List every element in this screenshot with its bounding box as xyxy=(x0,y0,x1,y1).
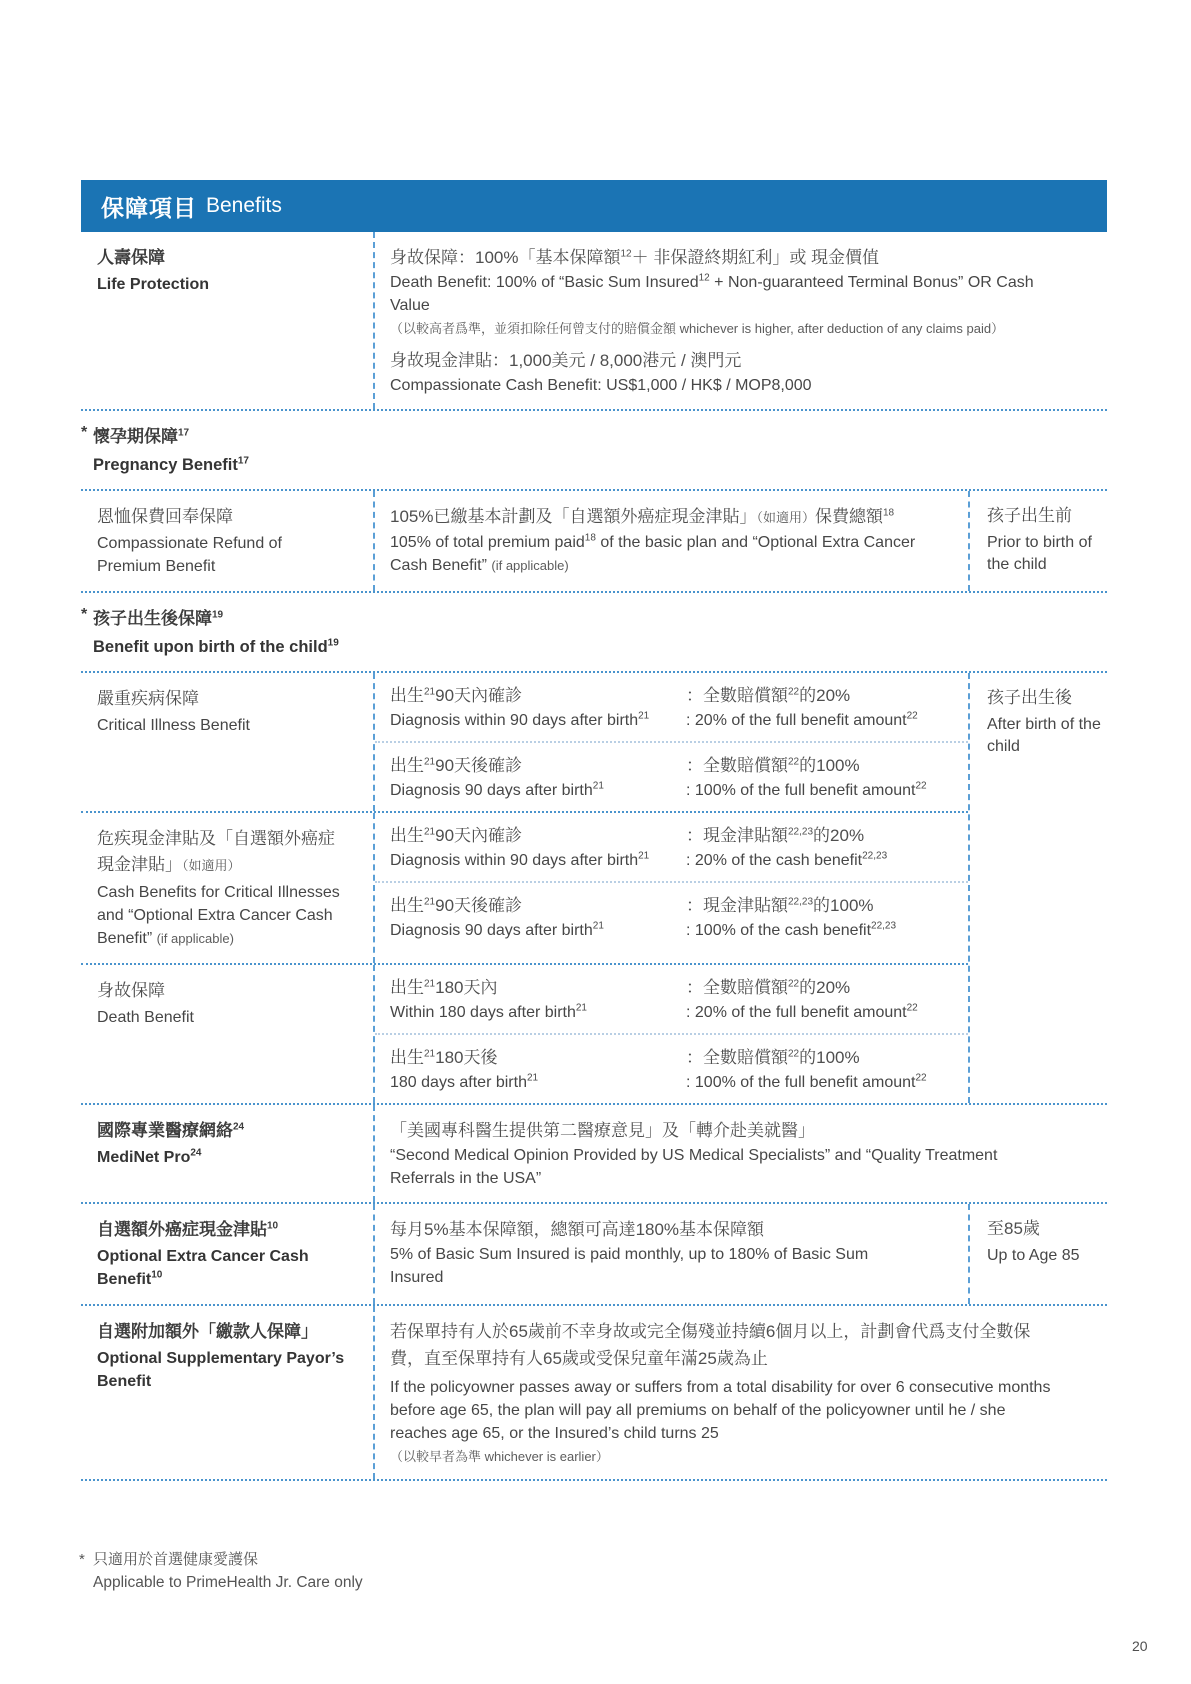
critical-illness-sub-within90: 出生$^{21}$90天內確診 Diagnosis within 90 days after birth$^{21}$ ：全數賠償額$^{22}$的20% : 20% of the full benefit amount$^{22}$ xyxy=(390,686,918,729)
refund-content: 105%已繳基本計劃及「自選額外癌症現金津貼」（如適用）保費總額$^{18}$ 105% of total premium paid$^{18}$ of the basic plan and “Optional Extra Cancer Cash Benefit” (if applicable) xyxy=(373,491,968,591)
cash-benefits-ci-label: 危疾現金津貼及「自選額外癌症現金津貼」（如適用） Cash Benefits for Critical Illnesses and “Optional Extra Cancer Cash Benefit” (if applicable) xyxy=(97,829,340,947)
section-pregnancy-benefit: * 懷孕期保障$^{17}$ Pregnancy Benefit$^{17}$ xyxy=(81,409,1107,489)
payor-content: 若保單持有人於65歲前不幸身故或完全傷殘並持續6個月以上，計劃會代爲支付全數保費，直至保單持有人65歲或受保兒童年滿25歲為止 If the policyowner passes away or suffers from a total disability for over 6 consecutive months before age 65, the plan will pay all premiums on behalf of the policyowner until he / she reaches age 65, or the Insured’s child turns 25 （以較早者為準 whichever is earlier） xyxy=(373,1306,1107,1479)
medinet-content: 「美國專科醫生提供第二醫療意見」及「轉介赴美就醫」 “Second Medical Opinion Provided by US Medical Specialists” and “Quality Treatment Referrals in the USA” xyxy=(373,1105,1107,1202)
row-life-protection xyxy=(81,232,1107,409)
row-compassionate-refund xyxy=(81,489,1107,591)
death-benefit-sub-after180: 出生$^{21}$180天後 180 days after birth$^{21}$ ：全數賠償額$^{22}$的100% : 100% of the full benefit amount$^{22}$ xyxy=(375,1033,968,1103)
refund-label: 恩恤保費回奉保障 Compassionate Refund of Premium Benefit xyxy=(97,507,282,575)
refund-when: 孩子出生前 Prior to birth of the child xyxy=(968,491,1107,591)
life-note: （以較高者爲準，並須扣除任何曾支付的賠償金額 whichever is higher, after deduction of any claims paid） xyxy=(390,321,1005,336)
life-label: 人壽保障 Life Protection xyxy=(97,248,210,293)
medinet-label: 國際專業醫療網絡$^{24}$ MediNet Pro$^{24}$ xyxy=(97,1121,245,1166)
cash-benefits-ci-sub-after90: 出生$^{21}$90天後確診 Diagnosis 90 days after birth$^{21}$ ：現金津貼額$^{22,23}$的100% : 100% of the cash benefit$^{22,23}$ xyxy=(375,881,968,951)
benefits-title-en: Benefits xyxy=(206,194,282,217)
cancer-cash-label: 自選額外癌症現金津貼$^{10}$ Optional Extra Cancer Cash Benefit$^{10}$ xyxy=(97,1220,309,1288)
critical-illness-label: 嚴重疾病保障 Critical Illness Benefit xyxy=(97,689,250,734)
life-cash-zh: 身故現金津貼：1,000美元 / 8,000港元 / 澳門元 xyxy=(390,351,742,370)
row-death-benefit xyxy=(81,963,968,1103)
row-optional-cancer-cash xyxy=(81,1202,1107,1304)
row-payors-benefit xyxy=(81,1304,1107,1479)
cancer-cash-content: 每月5%基本保障額，總額可高達180%基本保障額 5% of Basic Sum Insured is paid monthly, up to 180% of Basic Sum Insured xyxy=(373,1204,968,1304)
payor-label: 自選附加額外「繳款人保障」 Optional Supplementary Payor’s Benefit xyxy=(97,1322,345,1390)
benefits-title-zh: 保障項目 xyxy=(101,194,197,221)
critical-illness-sub-after90: 出生$^{21}$90天後確診 Diagnosis 90 days after birth$^{21}$ ：全數賠償額$^{22}$的100% : 100% of the full benefit amount$^{22}$ xyxy=(375,741,968,811)
life-cash-en: Compassionate Cash Benefit: US$1,000 / HK$ / MOP8,000 xyxy=(390,377,812,394)
death-benefit-label: 身故保障 Death Benefit xyxy=(97,981,194,1026)
life-content xyxy=(373,232,1107,409)
benefits-header-bar xyxy=(81,180,1107,232)
life-death-benefit-en: Death Benefit: 100% of “Basic Sum Insured$^{12}$ + Non-guaranteed Terminal Bonus” OR Cash Value xyxy=(390,272,1034,314)
life-death-benefit-zh: 身故保障：100%「基本保障額$^{12}$＋ 非保證終期紅利」或 現金價值 xyxy=(390,248,880,267)
row-medinet-pro xyxy=(81,1103,1107,1202)
row-cash-benefits-ci xyxy=(81,811,968,963)
birth-benefit-block xyxy=(81,671,1107,1103)
cash-benefits-ci-sub-within90: 出生$^{21}$90天內確診 Diagnosis within 90 days after birth$^{21}$ ：現金津貼額$^{22,23}$的20% : 20% of the cash benefit$^{22,23}$ xyxy=(390,826,888,869)
footnote: * 只適用於首選健康愛護保 Applicable to PrimeHealth Jr. Care only xyxy=(79,1548,363,1594)
asterisk: * xyxy=(79,1551,85,1568)
page-number: 20 xyxy=(1132,1638,1148,1654)
table-bottom-separator xyxy=(81,1479,1107,1481)
asterisk: * xyxy=(81,424,88,441)
death-benefit-sub-within180: 出生$^{21}$180天內 Within 180 days after birth$^{21}$ ：全數賠償額$^{22}$的20% : 20% of the full benefit amount$^{22}$ xyxy=(390,978,918,1021)
cancer-cash-when: 至85歲 Up to Age 85 xyxy=(968,1204,1107,1304)
row-critical-illness xyxy=(81,673,968,811)
section-benefit-upon-birth: * 孩子出生後保障$^{19}$ Benefit upon birth of the child$^{19}$ xyxy=(81,591,1107,671)
asterisk: * xyxy=(81,606,88,623)
benefits-table xyxy=(81,180,1107,1481)
birth-when: 孩子出生後 After birth of the child xyxy=(968,673,1107,1103)
